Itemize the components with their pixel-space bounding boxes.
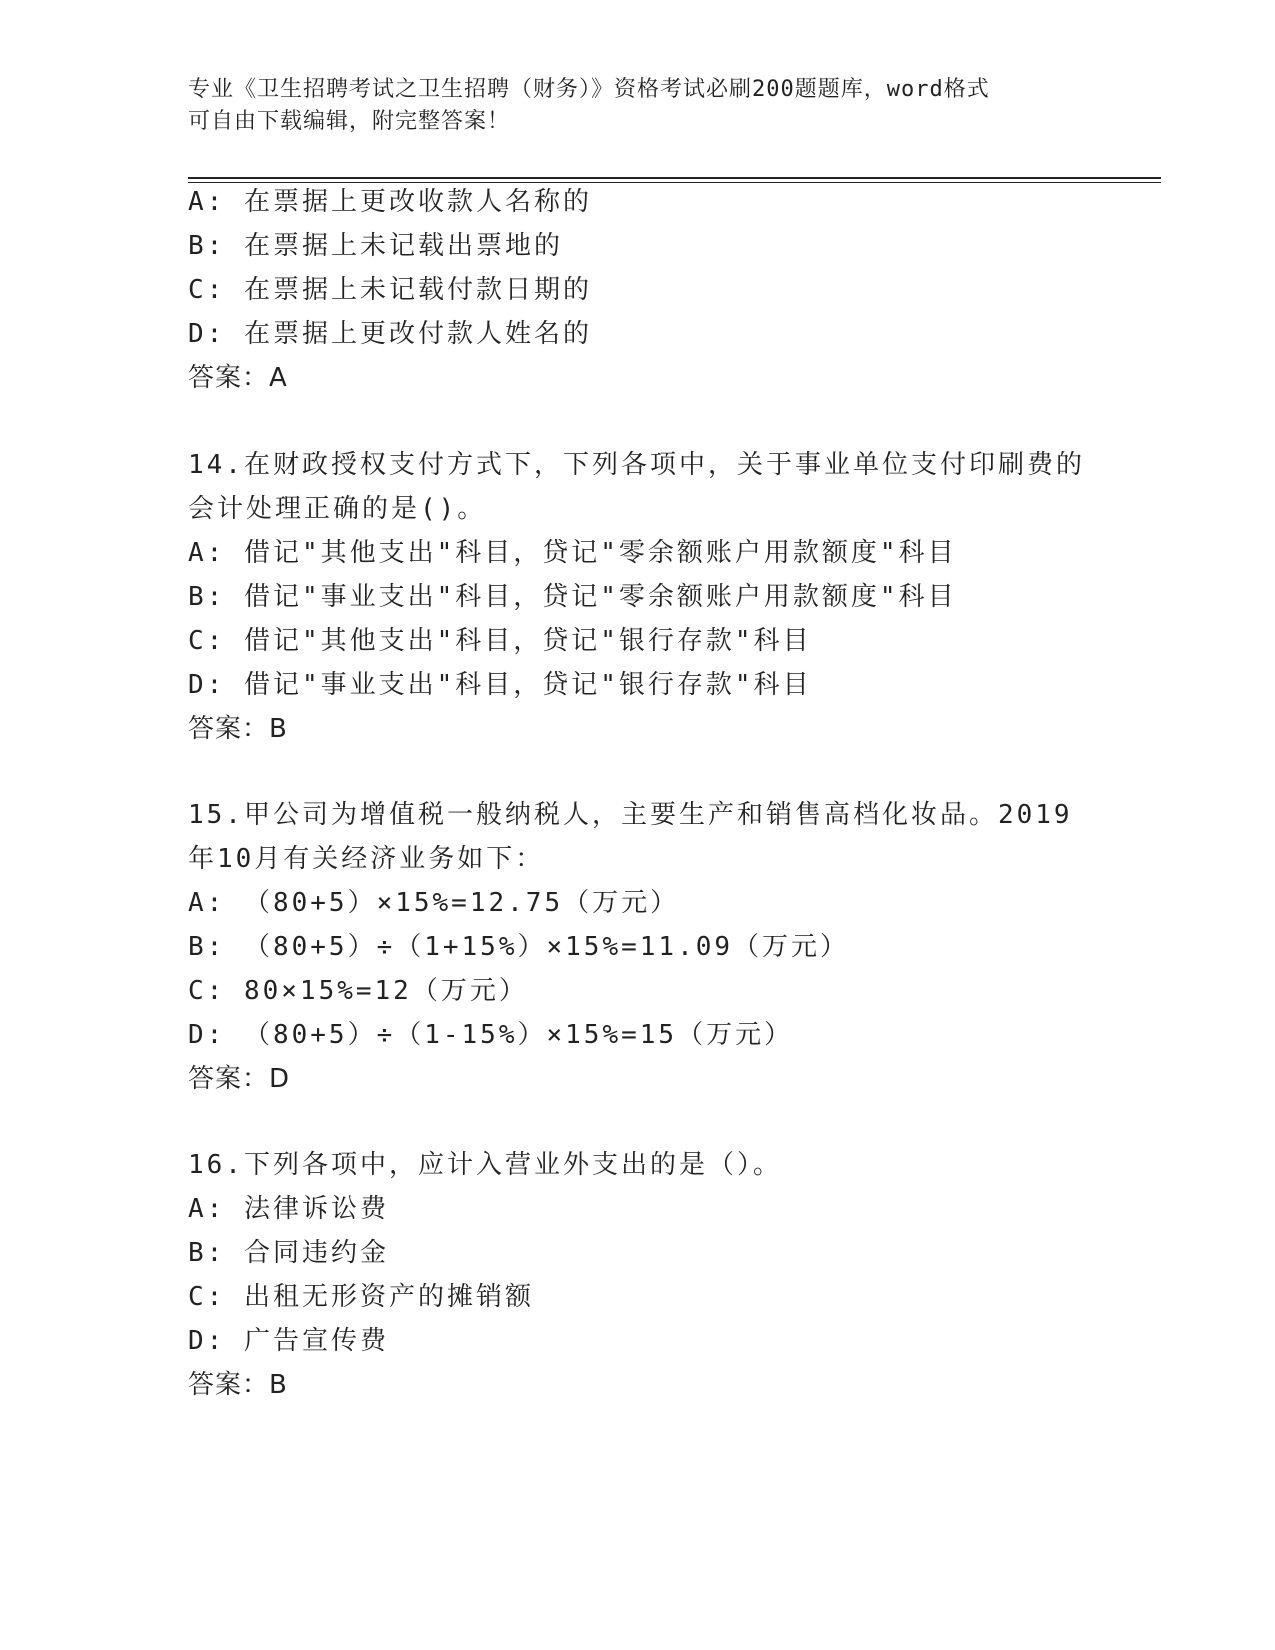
question-stem-line-2: 会计处理正确的是()。 <box>188 494 487 524</box>
option-c: C: 出租无形资产的摊销额 <box>188 1282 534 1312</box>
option-b: B: 在票据上未记载出票地的 <box>188 231 563 261</box>
option-c: C: 在票据上未记载付款日期的 <box>188 275 592 305</box>
option-d: D: 在票据上更改付款人姓名的 <box>188 319 592 349</box>
option-a: A: 法律诉讼费 <box>188 1194 389 1224</box>
document-header <box>188 74 1088 138</box>
answer: 答案：A <box>188 363 288 393</box>
question-stem-line-2: 年10月有关经济业务如下： <box>188 844 545 874</box>
answer: 答案：B <box>188 1370 288 1400</box>
option-b: B: 合同违约金 <box>188 1238 389 1268</box>
header-line-2: 可自由下载编辑，附完整答案！ <box>188 109 511 134</box>
option-d: D: 借记"事业支出"科目，贷记"银行存款"科目 <box>188 670 812 700</box>
header-line-1: 专业《卫生招聘考试之卫生招聘（财务）》资格考试必刷200题题库，word格式 <box>188 77 990 102</box>
answer: 答案：B <box>188 714 288 744</box>
option-b: B: 借记"事业支出"科目，贷记"零余额账户用款额度"科目 <box>188 582 957 612</box>
option-d: D: 广告宣传费 <box>188 1326 389 1356</box>
option-a: A: 借记"其他支出"科目，贷记"零余额账户用款额度"科目 <box>188 538 957 568</box>
option-a: A: （80+5）×15%=12.75（万元） <box>188 888 680 918</box>
question-stem-line-1: 15.甲公司为增值税一般纳税人，主要生产和销售高档化妆品。2019 <box>188 800 1073 830</box>
option-a: A: 在票据上更改收款人名称的 <box>188 187 592 217</box>
question-stem-line-1: 16.下列各项中，应计入营业外支出的是（）。 <box>188 1150 782 1180</box>
option-b: B: （80+5）÷（1+15%）×15%=11.09（万元） <box>188 932 850 962</box>
header-divider-thick <box>188 177 1161 179</box>
option-c: C: 80×15%=12（万元） <box>188 976 528 1006</box>
option-c: C: 借记"其他支出"科目，贷记"银行存款"科目 <box>188 626 812 656</box>
answer: 答案：D <box>188 1064 291 1094</box>
option-d: D: （80+5）÷（1-15%）×15%=15（万元） <box>188 1020 794 1050</box>
question-stem-line-1: 14.在财政授权支付方式下，下列各项中，关于事业单位支付印刷费的 <box>188 450 1085 480</box>
header-divider-thin <box>188 182 1161 183</box>
